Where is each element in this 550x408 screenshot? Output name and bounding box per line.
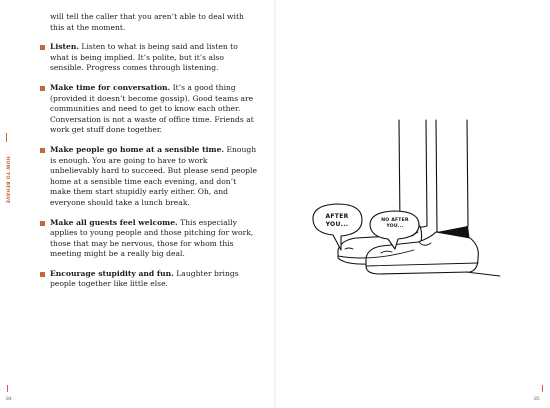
item-title: Encourage stupidity and fun. (50, 268, 174, 278)
item-body: This especially applies to young people and those pitching for work, those that may be nervous, those for whom this meeting might be a really big deal. (50, 217, 254, 259)
bubble-text-left (317, 213, 357, 228)
item-title: Listen. (50, 42, 80, 52)
trouser-line-right (467, 120, 468, 226)
bubble-right-line: NO AFTER (381, 218, 409, 223)
item-body: Laughter brings people together like little else. (50, 268, 239, 289)
section-label: HOW TO BEHAVE (4, 156, 10, 204)
trouser-line-left (399, 120, 400, 226)
item-body: Listen to what is being said and listen to what is being implied. It’s polite, but it’s also sensible. Progress comes through listening. (50, 42, 238, 73)
item-body: Enough is enough. You are going to have to work unbelievably hard to succeed. But please send people home at a sensible time each evening, and don’t make them start stupidly early either. Oh, and everyone should take a lunch break. (50, 144, 257, 207)
lead-paragraph: will tell the caller that you aren’t able to deal with this at the moment. (50, 12, 244, 32)
item-body: It’s a good thing (provided it doesn’t become gossip). Good teams are communities and need to get to know each other. Conversation is not a waste of office time. Friends at work get stuff done together. (50, 82, 254, 135)
bubble-right-line: YOU... (386, 223, 404, 229)
page-number-left: 84 (6, 397, 12, 402)
item-title: Make time for conversation. (50, 82, 171, 92)
trouser-line-mid-left (426, 120, 427, 226)
item-title: Make people go home at a sensible time. (50, 144, 225, 154)
trouser-line-mid-right (436, 120, 437, 232)
page-number-right: 85 (534, 397, 540, 402)
bubble-left-line: AFTER (325, 213, 349, 220)
ground-line (466, 272, 500, 276)
page-number-rule (542, 385, 543, 392)
bubble-text-right (373, 218, 417, 229)
item-title: Make all guests feel welcome. (50, 217, 178, 227)
bubble-left-line: YOU... (325, 220, 349, 228)
